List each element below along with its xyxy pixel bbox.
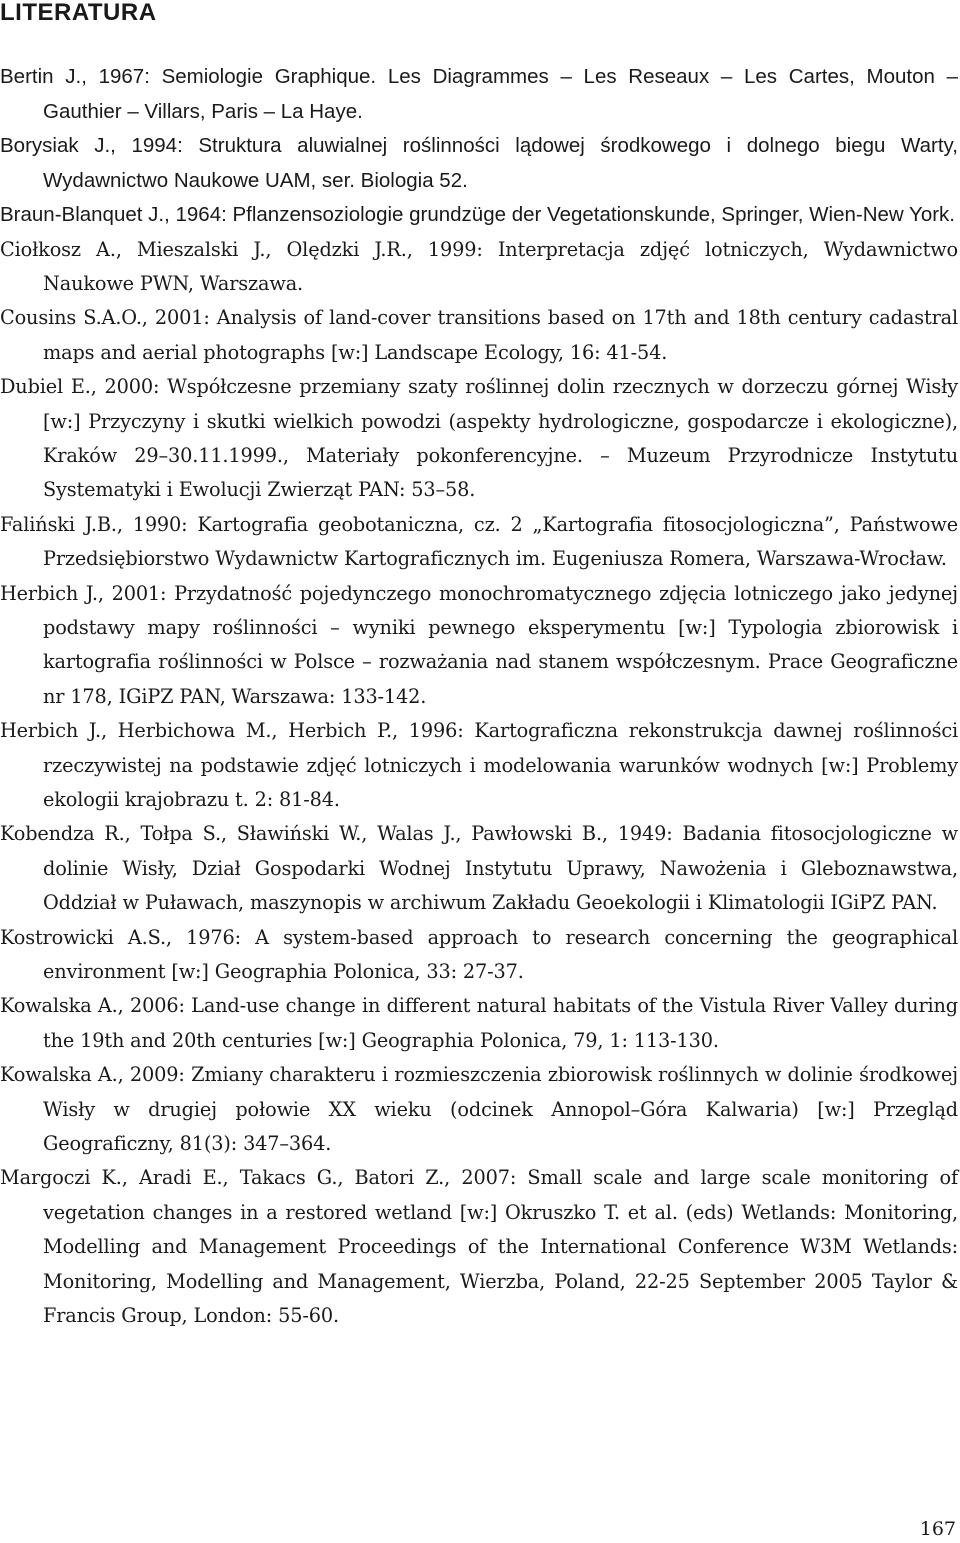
- reference-entry: Kowalska A., 2009: Zmiany charakteru i rozmieszczenia zbiorowisk roślinnych w dolinie środkowej Wisły w drugiej połowie XX wieku (odcinek Annopol–Góra Kalwaria) [w:] Przegląd Geograficzny, 81(3): 347–364.: [0, 1063, 958, 1156]
- reference-entry: Borysiak J., 1994: Struktura aluwialnej roślinności lądowej środkowego i dolnego biegu Warty, Wydawnictwo Naukowe UAM, ser. Biologia 52.: [0, 134, 958, 192]
- reference-entry: Ciołkosz A., Mieszalski J., Olędzki J.R., 1999: Interpretacja zdjęć lotniczych, Wydawnictwo Naukowe PWN, Warszawa.: [0, 237, 958, 295]
- reference-entry: Cousins S.A.O., 2001: Analysis of land-cover transitions based on 17th and 18th century cadastral maps and aerial photographs [w:] Landscape Ecology, 16: 41-54.: [0, 306, 958, 364]
- reference-entry: Braun-Blanquet J., 1964: Pflanzensoziologie grundzüge der Vegetationskunde, Springer, Wien-New York.: [0, 203, 956, 226]
- reference-list: [0, 60, 958, 1334]
- reference-entry: Herbich J., 2001: Przydatność pojedynczego monochromatycznego zdjęcia lotniczego jako jedynej podstawy mapy roślinności – wyniki pewnego eksperymentu [w:] Typologia zbiorowisk i kartografia roślinności w Polsce – rozważania nad stanem współczesnym. Prace Geograficzne nr 178, IGiPZ PAN, Warszawa: 133-142.: [0, 581, 958, 708]
- reference-entry: Margoczi K., Aradi E., Takacs G., Batori Z., 2007: Small scale and large scale monitoring of vegetation changes in a restored wetland [w:] Okruszko T. et al. (eds) Wetlands: Monitoring, Modelling and Management Proceedings of the International Conference W3M Wetlands: Monitoring, Modelling and Management, Wierzba, Poland, 22-25 September 2005 Taylor & Francis Group, London: 55-60.: [0, 1166, 958, 1328]
- reference-entry: Dubiel E., 2000: Współczesne przemiany szaty roślinnej dolin rzecznych w dorzeczu górnej Wisły [w:] Przyczyny i skutki wielkich powodzi (aspekty hydrologiczne, gospodarcze i ekologiczne), Kraków 29–30.11.1999., Materiały pokonferencyjne. – Muzeum Przyrodnicze Instytutu Systematyki i Ewolucji Zwierząt PAN: 53–58.: [0, 375, 958, 502]
- reference-entry: Faliński J.B., 1990: Kartografia geobotaniczna, cz. 2 „Kartografia fitosocjologiczna”, Państwowe Przedsiębiorstwo Wydawnictw Kartograficznych im. Eugeniusza Romera, Warszawa-Wrocław.: [0, 512, 958, 571]
- reference-entry: Kostrowicki A.S., 1976: A system-based approach to research concerning the geographical environment [w:] Geographia Polonica, 33: 27-37.: [0, 925, 958, 984]
- reference-entry: Herbich J., Herbichowa M., Herbich P., 1996: Kartograficzna rekonstrukcja dawnej roślinności rzeczywistej na podstawie zdjęć lotniczych i modelowania warunków wodnych [w:] Problemy ekologii krajobrazu t. 2: 81-84.: [0, 719, 958, 811]
- reference-entry: Bertin J., 1967: Semiologie Graphique. Les Diagrammes – Les Reseaux – Les Cartes, Mouton – Gauthier – Villars, Paris – La Haye.: [0, 65, 958, 123]
- reference-entry: Kobendza R., Tołpa S., Sławiński W., Walas J., Pawłowski B., 1949: Badania fitosocjologiczne w dolinie Wisły, Dział Gospodarki Wodnej Instytutu Uprawy, Nawożenia i Gleboznawstwa, Oddział w Puławach, maszynopis w archiwum Zakładu Geoekologii i Klimatologii IGiPZ PAN.: [0, 822, 958, 915]
- page-number: 167: [919, 1518, 956, 1540]
- reference-entry: Kowalska A., 2006: Land-use change in different natural habitats of the Vistula River Valley during the 19th and 20th centuries [w:] Geographia Polonica, 79, 1: 113-130.: [0, 994, 958, 1052]
- section-heading: LITERATURA: [0, 0, 157, 26]
